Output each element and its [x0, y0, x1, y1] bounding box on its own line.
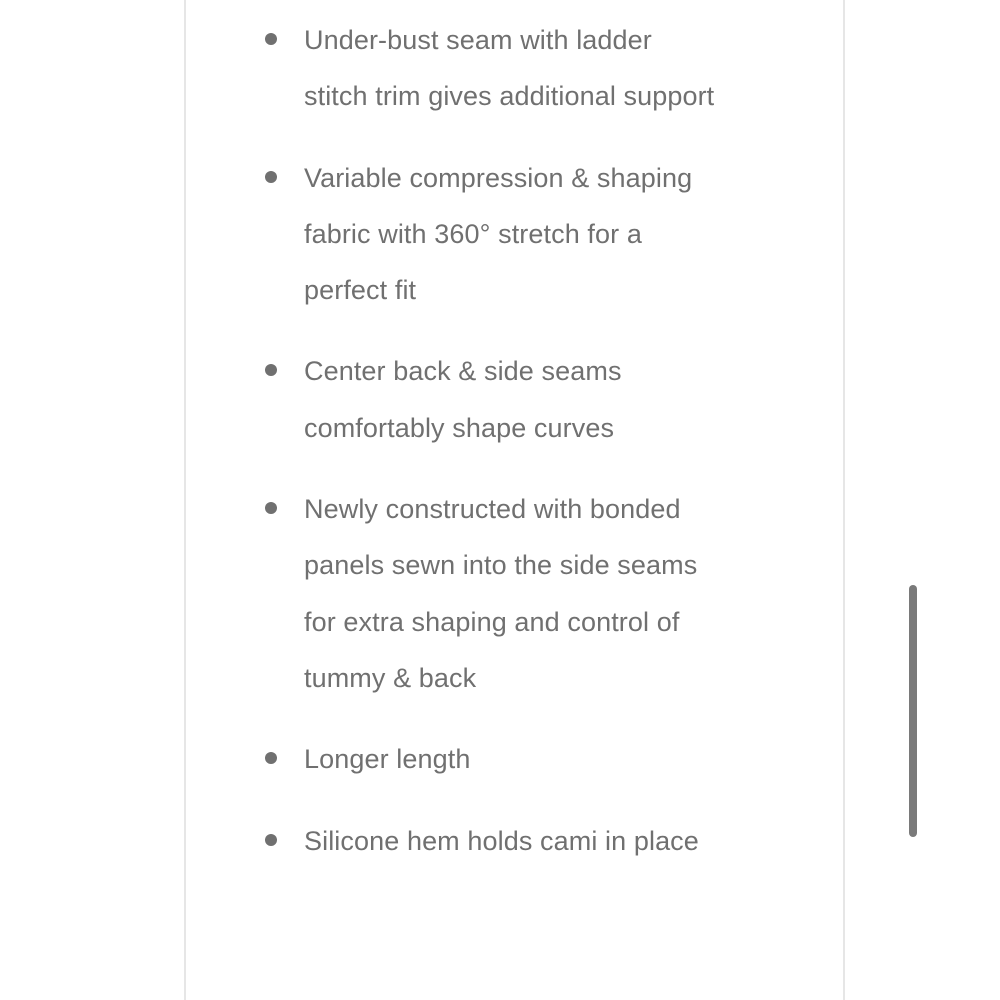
bullet-icon	[265, 364, 277, 376]
bullet-icon	[265, 502, 277, 514]
bullet-icon	[265, 834, 277, 846]
feature-text: Silicone hem holds cami in place	[304, 825, 699, 856]
feature-text: Longer length	[304, 744, 471, 775]
feature-item-bonded-panels	[186, 481, 843, 706]
feature-item-longer-length	[186, 731, 843, 787]
feature-text: Newly constructed with bonded panels sewn into the side seams for extra shaping and control of tummy & back	[304, 494, 698, 693]
bullet-icon	[265, 752, 277, 764]
scrollbar-thumb[interactable]	[909, 585, 917, 837]
feature-list	[186, 12, 843, 894]
feature-text: Under-bust seam with ladder stitch trim gives additional support	[304, 25, 715, 112]
feature-text: Center back & side seams comfortably shape curves	[304, 356, 622, 443]
feature-item-silicone-hem	[186, 813, 843, 869]
feature-item-variable-compression	[186, 150, 843, 319]
feature-item-center-back-seams	[186, 343, 843, 456]
product-details-panel	[184, 0, 845, 1000]
bullet-icon	[265, 33, 277, 45]
bullet-icon	[265, 171, 277, 183]
feature-item-under-bust-seam	[186, 12, 843, 125]
feature-text: Variable compression & shaping fabric with 360° stretch for a perfect fit	[304, 162, 693, 306]
